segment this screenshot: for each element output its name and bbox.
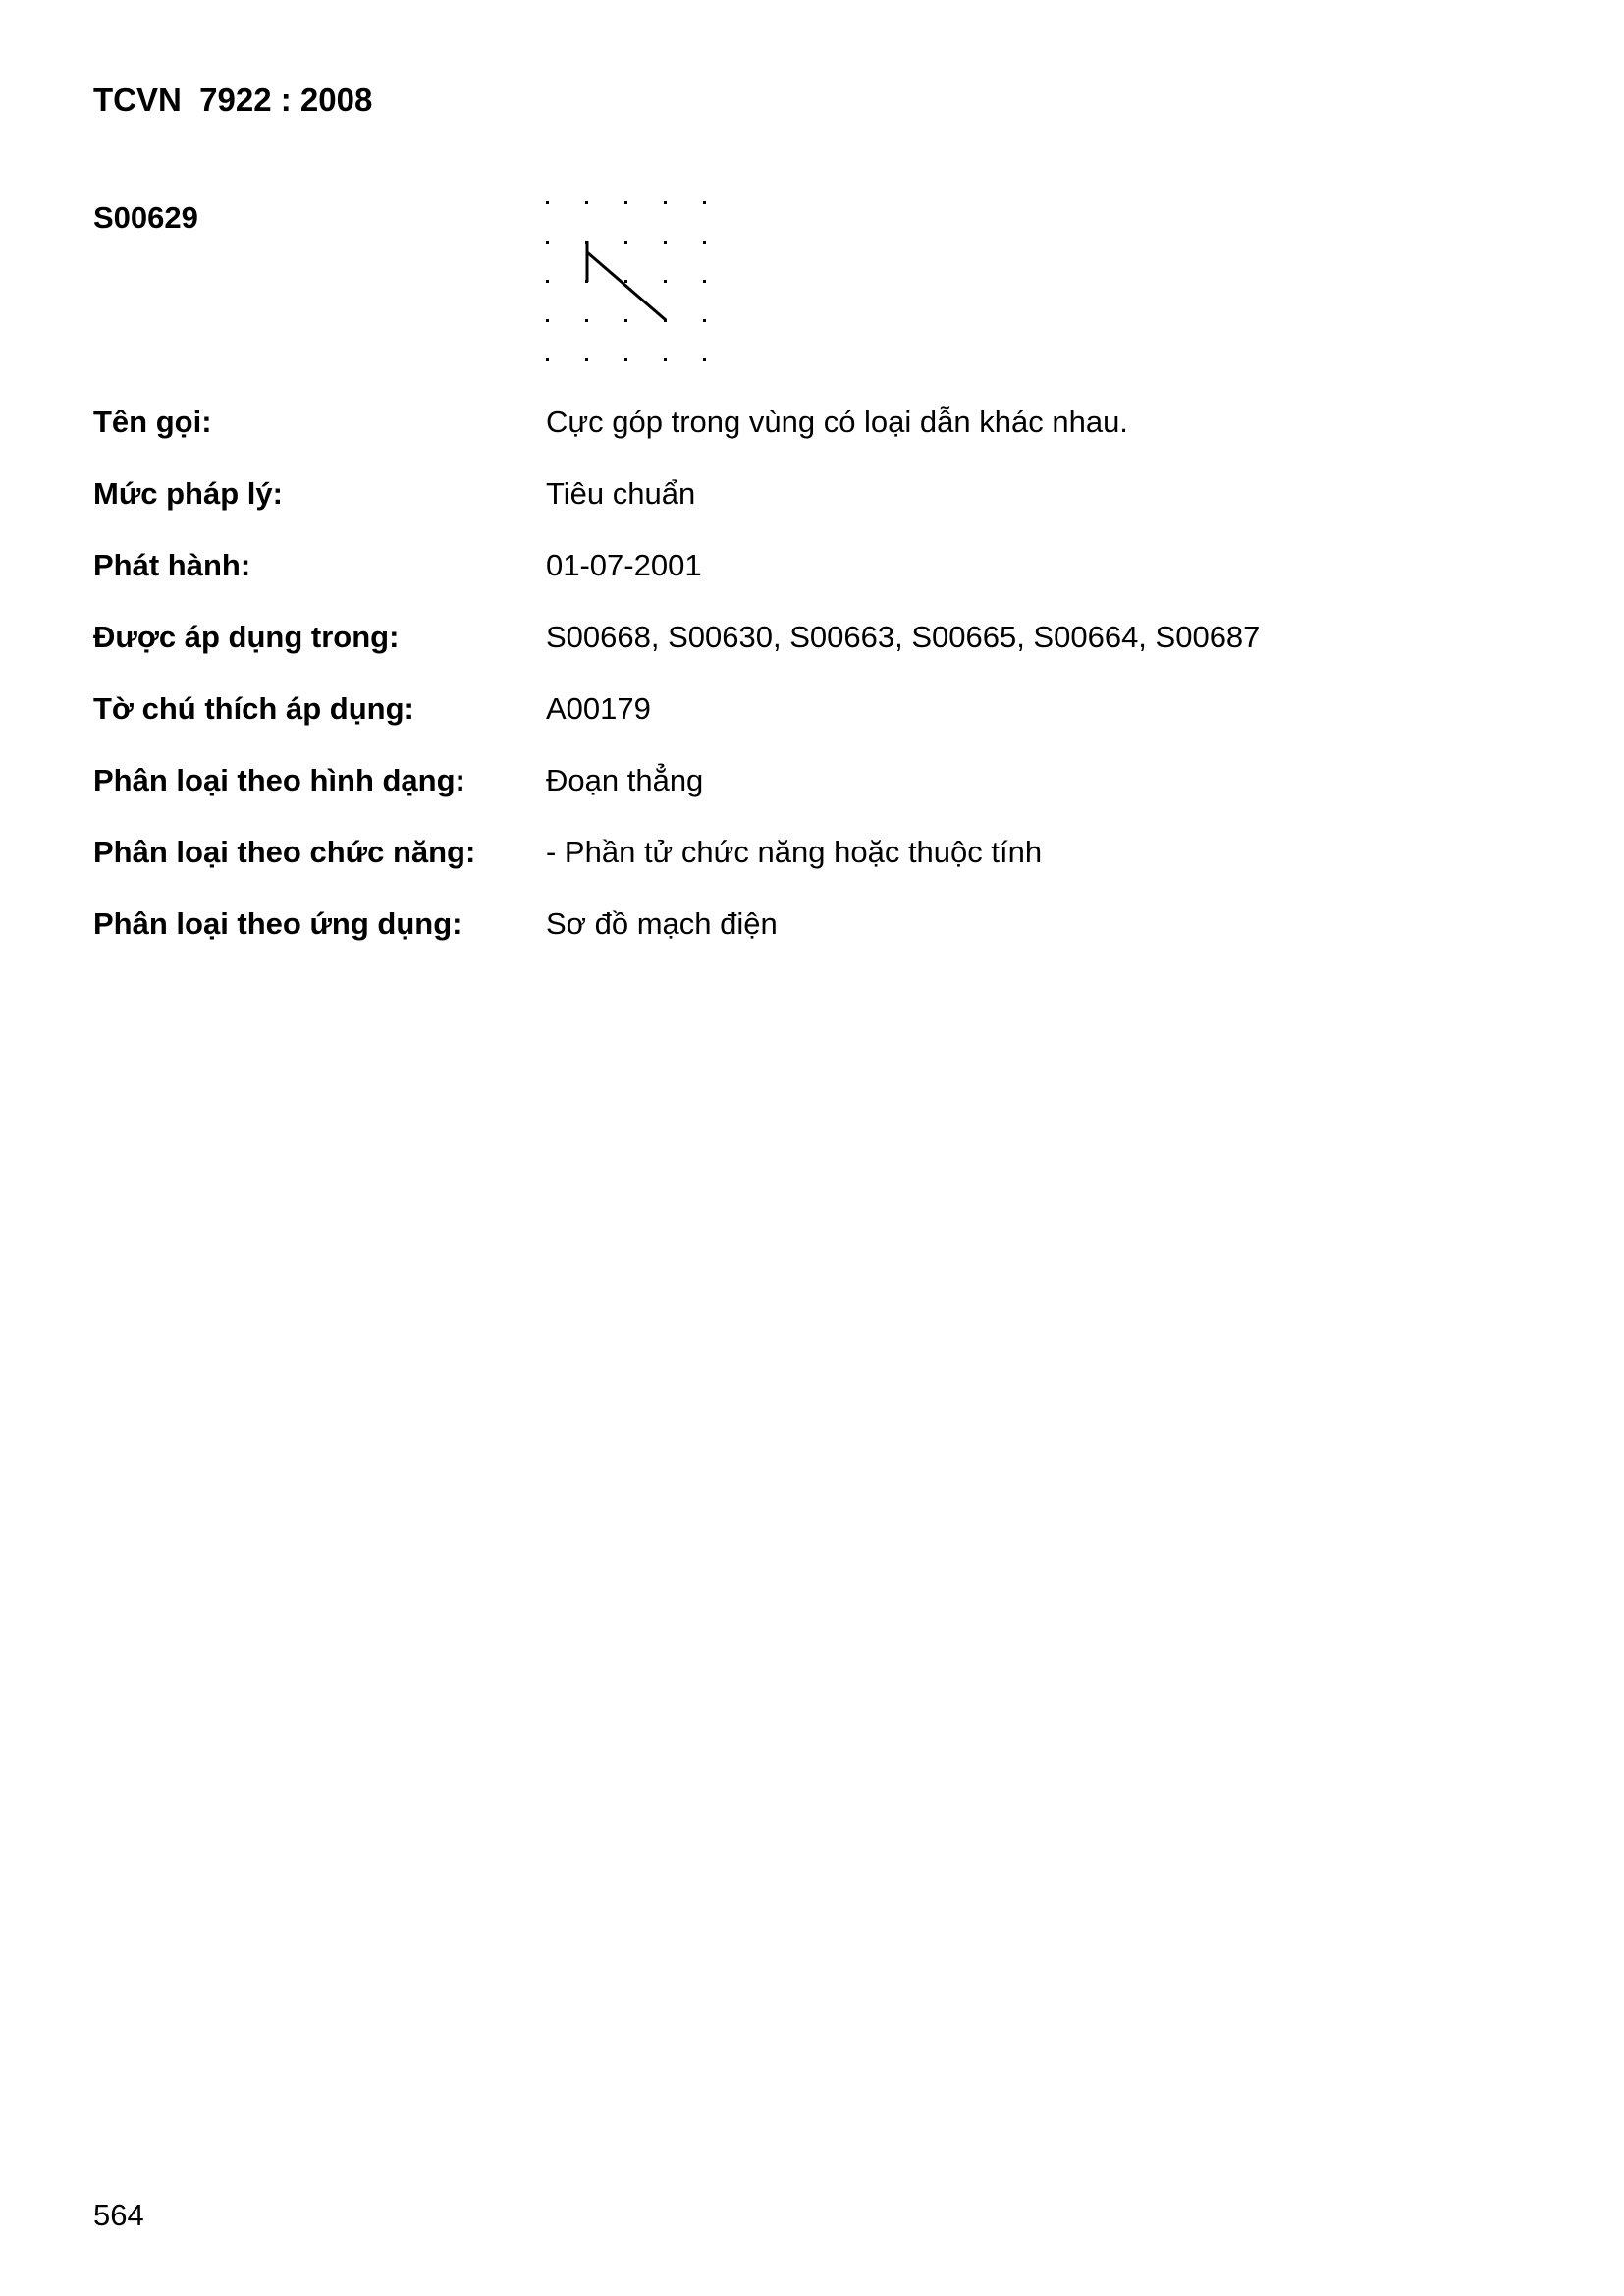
field-value: S00668, S00630, S00663, S00665, S00664, S00687	[546, 620, 1261, 654]
grid-dot	[624, 280, 627, 283]
grid-dot	[585, 201, 588, 204]
grid-dot	[624, 201, 627, 204]
field-value: Tiêu chuẩn	[546, 476, 696, 511]
grid-dot	[703, 241, 706, 244]
field-label: Được áp dụng trong:	[93, 620, 400, 654]
grid-dot	[664, 241, 667, 244]
field-value: Đoạn thẳng	[546, 763, 704, 797]
field-value: A00179	[546, 691, 651, 726]
grid-dot	[703, 280, 706, 283]
field-value: Sơ đồ mạch điện	[546, 906, 778, 941]
grid-dot	[546, 319, 549, 322]
field-row-annotation-sheet	[93, 685, 1527, 733]
field-row-applied-in	[93, 614, 1527, 661]
grid-dot	[703, 358, 706, 361]
grid-dot	[624, 319, 627, 322]
field-label: Tên gọi:	[93, 405, 212, 439]
grid-dot	[546, 358, 549, 361]
grid-dot	[624, 241, 627, 244]
field-row-application-class	[93, 901, 1527, 948]
grid-dot	[546, 280, 549, 283]
field-label: Phát hành:	[93, 548, 251, 582]
grid-dot	[703, 319, 706, 322]
grid-dot	[624, 358, 627, 361]
dotted-grid-diagonal-line-symbol-icon	[538, 191, 715, 373]
field-value: 01-07-2001	[546, 548, 702, 582]
field-value: Cực góp trong vùng có loại dẫn khác nhau.	[546, 405, 1128, 439]
field-row-function-class	[93, 829, 1527, 876]
field-label: Phân loại theo hình dạng:	[93, 763, 465, 797]
field-row-issued	[93, 542, 1527, 589]
grid-dot	[664, 280, 667, 283]
grid-dot	[546, 241, 549, 244]
field-label: Phân loại theo chức năng:	[93, 835, 476, 869]
field-label: Mức pháp lý:	[93, 476, 283, 511]
dot-grid	[546, 201, 706, 361]
field-value: - Phần tử chức năng hoặc thuộc tính	[546, 835, 1043, 869]
field-row-name	[93, 399, 1527, 446]
grid-dot	[664, 358, 667, 361]
field-label: Tờ chú thích áp dụng:	[93, 691, 414, 726]
grid-dot	[585, 358, 588, 361]
grid-dot	[585, 319, 588, 322]
symbol-code: S00629	[93, 200, 198, 235]
field-row-legal-level	[93, 470, 1527, 518]
diagonal-stroke	[587, 252, 666, 320]
document-header: TCVN 7922 : 2008	[93, 82, 373, 118]
page-number: 564	[93, 2198, 144, 2232]
field-row-shape-class	[93, 757, 1527, 804]
grid-dot	[703, 201, 706, 204]
grid-dot	[664, 201, 667, 204]
grid-dot	[546, 201, 549, 204]
field-label: Phân loại theo ứng dụng:	[93, 906, 462, 941]
